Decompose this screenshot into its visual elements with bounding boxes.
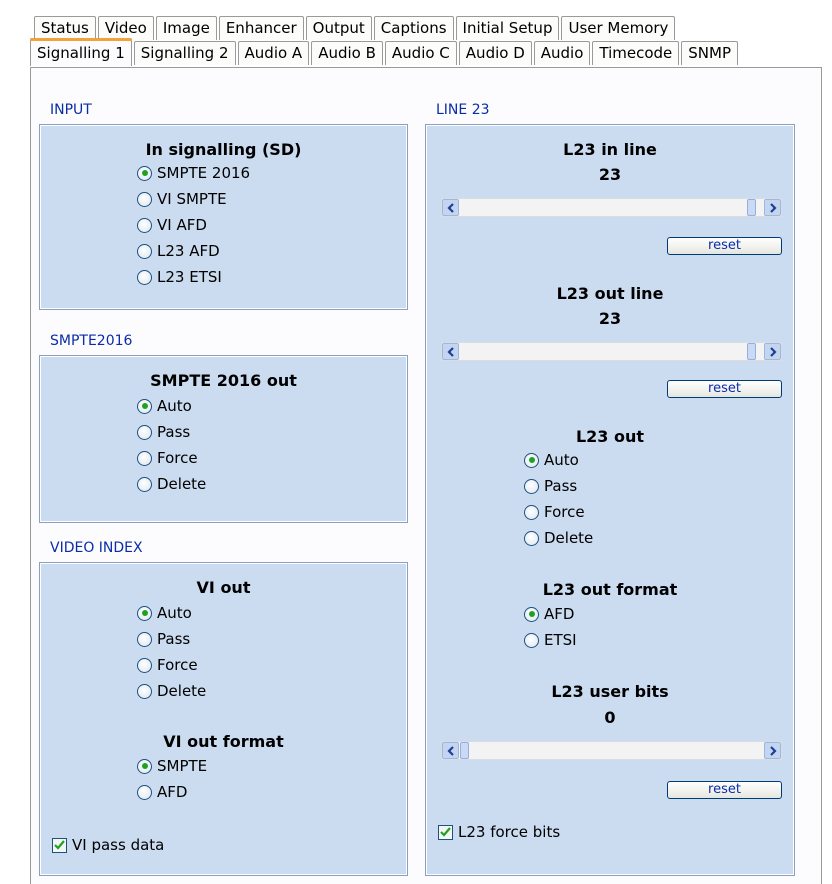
- tab-output[interactable]: Output: [306, 16, 372, 40]
- radio-icon: [137, 244, 152, 259]
- radio-vi-out-format-afd[interactable]: [137, 779, 207, 805]
- vi-pass-data-checkbox[interactable]: [52, 836, 164, 854]
- radio-label: AFD: [544, 605, 575, 623]
- radio-vi-out-delete[interactable]: [137, 678, 206, 704]
- radio-label: Auto: [157, 397, 192, 415]
- radio-icon: [137, 451, 152, 466]
- radio-vi-afd[interactable]: [137, 212, 250, 238]
- radio-selected-icon: [524, 607, 539, 622]
- radio-label: Auto: [544, 451, 579, 469]
- scroll-left-icon[interactable]: [442, 199, 459, 216]
- radio-icon: [137, 192, 152, 207]
- radio-label: Force: [157, 449, 198, 467]
- radio-icon: [137, 270, 152, 285]
- checkmark-icon: [438, 825, 453, 840]
- radio-vi-out-force[interactable]: [137, 652, 206, 678]
- vi-out-format-radio-group: [137, 753, 207, 805]
- slider-thumb[interactable]: [460, 742, 469, 759]
- l23-force-bits-label: L23 force bits: [458, 823, 561, 841]
- l23-out-format-radio-group: [524, 601, 577, 653]
- radio-selected-icon: [137, 759, 152, 774]
- radio-l23-out-format-afd[interactable]: [524, 601, 577, 627]
- radio-label: Force: [157, 656, 198, 674]
- video-index-group: [39, 562, 408, 876]
- scroll-left-icon[interactable]: [442, 343, 459, 360]
- tab-row-top: [34, 16, 677, 40]
- radio-label: Force: [544, 503, 585, 521]
- radio-l23-out-delete[interactable]: [524, 525, 593, 551]
- radio-l23-out-pass[interactable]: [524, 473, 593, 499]
- checkmark-icon: [52, 838, 67, 853]
- smpte2016-out-title: SMPTE 2016 out: [150, 371, 297, 390]
- tab-audio-d[interactable]: Audio D: [459, 41, 532, 65]
- tab-timecode[interactable]: Timecode: [592, 41, 679, 65]
- radio-icon: [524, 505, 539, 520]
- tab-image[interactable]: Image: [156, 16, 217, 40]
- radio-label: SMPTE 2016: [157, 164, 251, 182]
- smpte2016-group-label: SMPTE2016: [50, 333, 133, 349]
- l23-in-line-title: L23 in line: [563, 140, 657, 159]
- radio-selected-icon: [137, 399, 152, 414]
- vi-out-radio-group: [137, 600, 206, 704]
- radio-vi-out-format-smpte[interactable]: [137, 753, 207, 779]
- slider-thumb[interactable]: [747, 199, 756, 216]
- input-group-label: INPUT: [50, 102, 92, 118]
- radio-label: ETSI: [544, 631, 577, 649]
- radio-label: L23 ETSI: [157, 268, 222, 286]
- line23-group-label: LINE 23: [436, 102, 490, 118]
- vi-out-format-title: VI out format: [163, 732, 284, 751]
- tab-audio[interactable]: Audio: [534, 41, 591, 65]
- radio-selected-icon: [137, 166, 152, 181]
- radio-vi-smpte[interactable]: [137, 186, 250, 212]
- l23-out-title: L23 out: [575, 427, 645, 446]
- in-signalling-title: In signalling (SD): [145, 140, 302, 159]
- radio-label: VI AFD: [157, 216, 207, 234]
- video-index-group-label: VIDEO INDEX: [50, 540, 143, 556]
- tab-audio-b[interactable]: Audio B: [311, 41, 383, 65]
- input-group: [39, 124, 408, 310]
- radio-l23-afd[interactable]: [137, 238, 250, 264]
- radio-smpte2016-auto[interactable]: [137, 393, 206, 419]
- tab-signalling-1[interactable]: Signalling 1: [30, 38, 132, 66]
- scroll-right-icon[interactable]: [764, 199, 781, 216]
- tab-row-bottom: [30, 41, 740, 66]
- radio-label: L23 AFD: [157, 242, 220, 260]
- tab-snmp[interactable]: SNMP: [681, 41, 738, 65]
- line23-group: [425, 124, 795, 876]
- radio-icon: [524, 531, 539, 546]
- radio-l23-out-format-etsi[interactable]: [524, 627, 577, 653]
- radio-label: VI SMPTE: [157, 190, 227, 208]
- radio-smpte2016-force[interactable]: [137, 445, 206, 471]
- vi-out-title: VI out: [196, 578, 251, 597]
- radio-label: Auto: [157, 604, 192, 622]
- tab-audio-a[interactable]: Audio A: [238, 41, 310, 65]
- l23-user-bits-reset-button[interactable]: reset: [667, 781, 782, 799]
- in-signalling-radio-group: [137, 160, 250, 290]
- l23-in-line-reset-button[interactable]: reset: [667, 237, 782, 255]
- scroll-left-icon[interactable]: [442, 742, 459, 759]
- radio-icon: [137, 684, 152, 699]
- radio-icon: [137, 785, 152, 800]
- radio-selected-icon: [137, 606, 152, 621]
- tab-captions[interactable]: Captions: [374, 16, 454, 40]
- smpte2016-group: [39, 355, 408, 523]
- radio-smpte-2016[interactable]: [137, 160, 250, 186]
- radio-smpte2016-pass[interactable]: [137, 419, 206, 445]
- l23-out-radio-group: [524, 447, 593, 551]
- smpte2016-out-radio-group: [137, 393, 206, 497]
- radio-label: Delete: [157, 475, 207, 493]
- tab-initial-setup[interactable]: Initial Setup: [456, 16, 560, 40]
- radio-label: Pass: [157, 423, 191, 441]
- l23-in-line-value: 23: [598, 165, 622, 184]
- l23-out-line-value: 23: [598, 309, 622, 328]
- l23-user-bits-slider[interactable]: [441, 741, 782, 760]
- l23-out-line-reset-button[interactable]: reset: [667, 380, 782, 398]
- radio-label: SMPTE: [157, 757, 208, 775]
- tab-status[interactable]: Status: [34, 16, 96, 40]
- radio-l23-out-auto[interactable]: [524, 447, 593, 473]
- radio-icon: [137, 658, 152, 673]
- tab-enhancer[interactable]: Enhancer: [219, 16, 304, 40]
- l23-force-bits-checkbox[interactable]: [438, 823, 560, 841]
- l23-user-bits-title: L23 user bits: [551, 682, 669, 701]
- vi-pass-data-label: VI pass data: [72, 836, 165, 854]
- l23-user-bits-value: 0: [604, 708, 616, 727]
- radio-label: AFD: [157, 783, 188, 801]
- radio-icon: [524, 479, 539, 494]
- scroll-right-icon[interactable]: [764, 343, 781, 360]
- l23-out-line-title: L23 out line: [556, 284, 664, 303]
- radio-label: Pass: [544, 477, 578, 495]
- l23-in-line-slider[interactable]: [441, 198, 782, 217]
- radio-icon: [137, 477, 152, 492]
- tab-video[interactable]: Video: [98, 16, 154, 40]
- radio-icon: [524, 633, 539, 648]
- radio-icon: [137, 425, 152, 440]
- l23-out-format-title: L23 out format: [542, 580, 678, 599]
- radio-l23-etsi[interactable]: [137, 264, 250, 290]
- radio-icon: [137, 218, 152, 233]
- radio-label: Pass: [157, 630, 191, 648]
- slider-thumb[interactable]: [747, 343, 756, 360]
- radio-selected-icon: [524, 453, 539, 468]
- tab-audio-c[interactable]: Audio C: [385, 41, 457, 65]
- radio-smpte2016-delete[interactable]: [137, 471, 206, 497]
- radio-icon: [137, 632, 152, 647]
- tab-signalling-2[interactable]: Signalling 2: [134, 41, 236, 65]
- radio-label: Delete: [544, 529, 594, 547]
- l23-out-line-slider[interactable]: [441, 342, 782, 361]
- radio-vi-out-pass[interactable]: [137, 626, 206, 652]
- tab-user-memory[interactable]: User Memory: [561, 16, 675, 40]
- radio-vi-out-auto[interactable]: [137, 600, 206, 626]
- scroll-right-icon[interactable]: [764, 742, 781, 759]
- radio-l23-out-force[interactable]: [524, 499, 593, 525]
- radio-label: Delete: [157, 682, 207, 700]
